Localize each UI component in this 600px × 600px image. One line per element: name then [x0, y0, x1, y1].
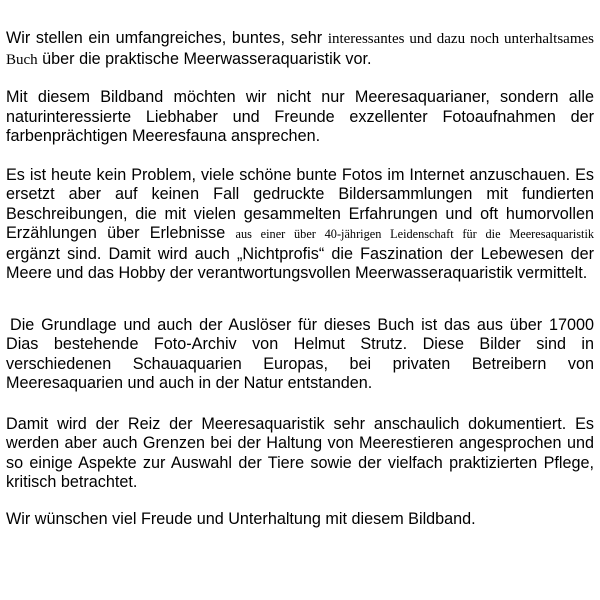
paragraph-documentation: Damit wird der Reiz der Meeresaquaristik sehr anschaulich dokumentiert. Es werden aber auch Grenzen bei der Haltung von Meerestieren angesprochen und so einige Aspekte zur Auswahl der Tiere sowie der vielfach praktizierten Pflege, kritisch betrachtet.	[6, 414, 594, 491]
paragraph-audience: Mit diesem Bildband möchten wir nicht nur Meeresaquarianer, sondern alle naturinteressierte Liebhaber und Freunde exzellenter Fotoaufnahmen der farbenprächtigen Meeresfauna ansprechen.	[6, 88, 594, 145]
paragraph-intro-part-1: Wir stellen ein umfangreiches, buntes, sehr	[6, 29, 328, 47]
paragraph-internet-serif-part: aus einer über 40-jährigen Leidenschaft für die Meeresaquaristik	[235, 227, 595, 241]
paragraph-intro-part-3: über die praktische Meerwasseraquaristik vor.	[37, 49, 372, 68]
paragraph-internet-part-3: ergänzt sind. Damit wird auch „Nichtprofis“ die Faszination der Lebewesen der Meere und das Hobby der verantwortungsvollen Meerwasseraquaristik vermittelt.	[6, 244, 594, 282]
paragraph-archive: Die Grundlage und auch der Auslöser für dieses Buch ist das aus über 17000 Dias bestehende Foto-Archiv von Helmut Strutz. Diese Bilder sind in verschiedenen Schauaquarien Europas, bei privaten Betreibern von Meeresaquarien und auch in der Natur entstanden.	[6, 315, 594, 392]
document-body	[6, 29, 594, 529]
paragraph-intro	[6, 29, 594, 70]
paragraph-internet-part-1: Es ist heute kein Problem, viele schöne bunte Fotos im Internet anzuschauen. Es ersetzt aber auf keinen Fall gedruckte Bildersammlungen mit fundierten Beschreibungen, die mit vielen gesammelten Erfahrungen und oft humorvollen Erzählungen über Erlebnisse	[6, 165, 594, 242]
paragraph-internet	[6, 166, 594, 284]
paragraph-closing: Wir wünschen viel Freude und Unterhaltung mit diesem Bildband.	[6, 509, 476, 528]
paragraph-intro-serif-part: interessantes und dazu noch unterhaltsames Buch	[6, 31, 594, 68]
